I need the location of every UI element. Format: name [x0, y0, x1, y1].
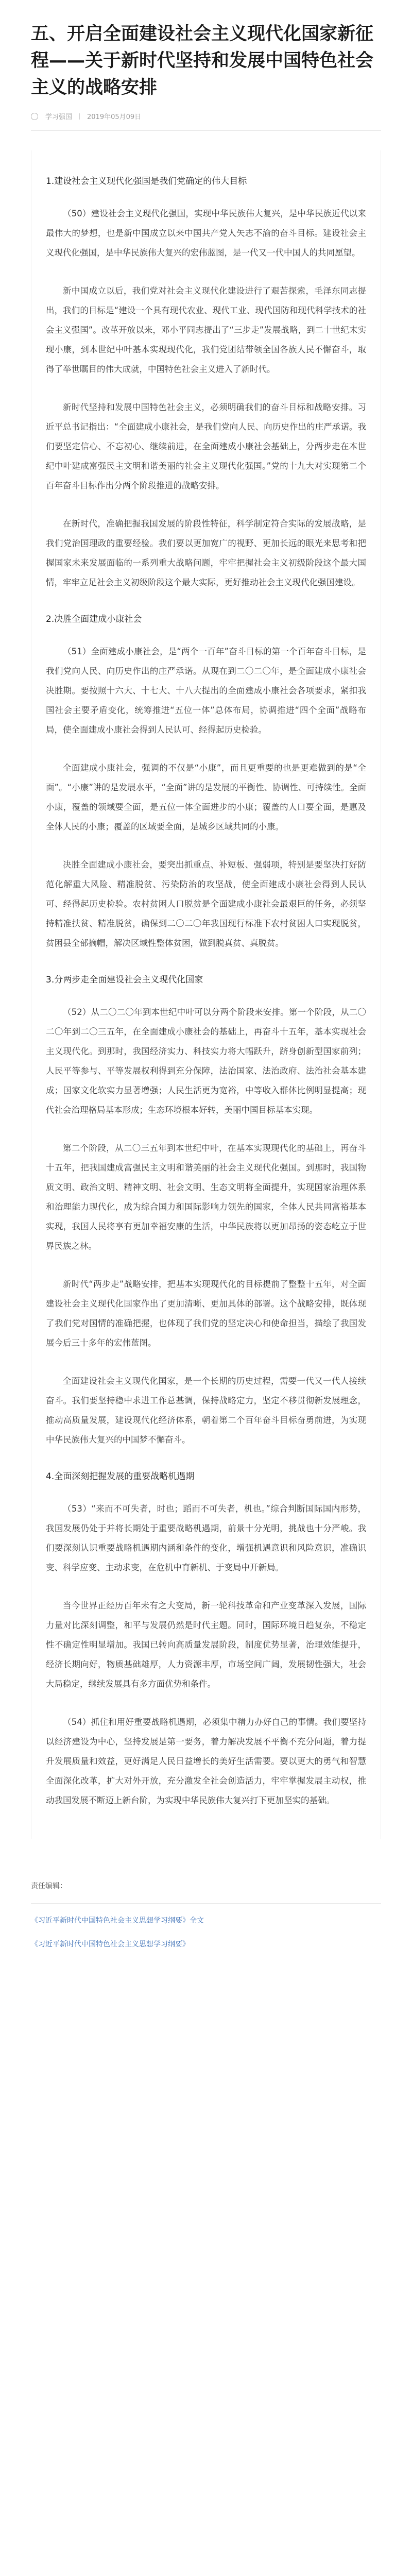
article-footer — [31, 1870, 381, 1949]
body-paragraph: （53）“来而不可失者，时也；蹈而不可失者，机也。”综合判断国际国内形势，我国发展仍处于并将长期处于重要战略机遇期，前景十分光明，挑战也十分严峻。我们要深刻认识重要战略机遇期内涵和条件的变化，增强机遇意识和风险意识，准确识变、科学应变、主动求变，在危机中育新机、于变局中开新局。 — [46, 1504, 366, 1572]
meta-divider — [79, 113, 80, 120]
body-paragraph: （50）建设社会主义现代化强国，实现中华民族伟大复兴，是中华民族近代以来最伟大的梦想，也是新中国成立以来中国共产党人矢志不渝的奋斗目标。建设社会主义现代化强国，是中华民族伟大复兴的宏伟蓝图，是一代又一代中国人的共同愿望。 — [46, 209, 366, 258]
footer-divider — [31, 1903, 381, 1904]
body-paragraph: 在新时代，准确把握我国发展的阶段性特征，科学制定符合实际的发展战略，是我们党治国理政的重要经验。我们要以更加宽广的视野、更加长远的眼光来思考和把握国家未来发展面临的一系列重大战略问题，牢牢把握社会主义初级阶段这个最大国情，牢牢立足社会主义初级阶段这个最大实际，更好推动社会主义现代化强国建设。 — [46, 519, 366, 587]
body-paragraph: 全面建设社会主义现代化国家，是一个长期的历史过程，需要一代又一代人接续奋斗。我们要坚持稳中求进工作总基调，保持战略定力，坚定不移贯彻新发展理念，推动高质量发展，建设现代化经济体系，朝着第二个百年奋斗目标奋勇前进，为实现中华民族伟大复兴的中国梦不懈奋斗。 — [46, 1376, 366, 1445]
body-paragraph: （54）抓住和用好重要战略机遇期，必须集中精力办好自己的事情。我们要坚持以经济建设为中心，坚持发展是第一要务，着力解决发展不平衡不充分问题，着力提升发展质量和效益，更好满足人民日益增长的美好生活需要。要以更大的勇气和智慧全面深化改革，扩大对外开放，充分激发全社会创造活力，牢牢掌握发展主动权，推动我国发展不断迈上新台阶，为实现中华民族伟大复兴打下更加坚实的基础。 — [46, 1717, 366, 1805]
section-heading: 2.决胜全面建成小康社会 — [46, 614, 142, 624]
related-article-link[interactable] — [31, 1939, 381, 1949]
article-meta — [31, 111, 381, 131]
editor-label: 责任编辑： — [31, 1882, 67, 1890]
body-paragraph: 新时代坚持和发展中国特色社会主义，必须明确我们的奋斗目标和战略安排。习近平总书记指出：“全面建成小康社会，是我们党向人民、向历史作出的庄严承诺。我们要坚定信心、不忘初心、继续前进，在全面建成小康社会基础上，分两步走在本世纪中叶建成富强民主文明和谐美丽的社会主义现代化强国。”党的十九大对实现第二个百年奋斗目标作出分两个阶段推进的战略安排。 — [46, 402, 366, 490]
section-heading: 4.全面深刻把握发展的重要战略机遇期 — [46, 1471, 195, 1482]
article-body — [31, 150, 381, 1839]
article-title: 五、开启全面建设社会主义现代化国家新征程——关于新时代坚持和发展中国特色社会主义的战略安排 — [31, 24, 374, 98]
source-icon — [31, 113, 38, 120]
related-links — [31, 1915, 381, 1949]
section-heading: 1.建设社会主义现代化强国是我们党确定的伟大目标 — [46, 176, 247, 187]
related-article-link[interactable] — [31, 1915, 381, 1925]
related-article-title: 《习近平新时代中国特色社会主义思想学习纲要》 — [31, 1940, 190, 1948]
editor-line — [31, 1880, 381, 1891]
body-paragraph: （52）从二〇二〇年到本世纪中叶可以分两个阶段来安排。第一个阶段，从二〇二〇年到二〇三五年，在全面建成小康社会的基础上，再奋斗十五年，基本实现社会主义现代化。到那时，我国经济实力、科技实力将大幅跃升，跻身创新型国家前列；人民平等参与、平等发展权利得到充分保障，法治国家、法治政府、法治社会基本建成；国家文化软实力显著增强；人民生活更为宽裕，中等收入群体比例明显提高；现代社会治理格局基本形成；生态环境根本好转，美丽中国目标基本实现。 — [46, 1007, 366, 1115]
body-paragraph: 第二个阶段，从二〇三五年到本世纪中叶，在基本实现现代化的基础上，再奋斗十五年，把我国建成富强民主文明和谐美丽的社会主义现代化强国。到那时，我国物质文明、政治文明、精神文明、社会文明、生态文明将全面提升，实现国家治理体系和治理能力现代化，成为综合国力和国际影响力领先的国家，全体人民共同富裕基本实现，我国人民将享有更加幸福安康的生活，中华民族将以更加昂扬的姿态屹立于世界民族之林。 — [46, 1143, 366, 1251]
article-source: 学习强国 — [45, 113, 73, 121]
related-article-title: 《习近平新时代中国特色社会主义思想学习纲要》全文 — [31, 1917, 204, 1925]
body-paragraph: 全面建成小康社会，强调的不仅是“小康”，而且更重要的也是更难做到的是“全面”。“小康”讲的是发展水平，“全面”讲的是发展的平衡性、协调性、可持续性。全面小康，覆盖的领域要全面，是五位一体全面进步的小康；覆盖的人口要全面，是惠及全体人民的小康；覆盖的区域要全面，是城乡区域共同的小康。 — [46, 763, 366, 832]
section-heading: 3.分两步走全面建设社会主义现代化国家 — [46, 975, 203, 985]
body-paragraph: （51）全面建成小康社会，是“两个一百年”奋斗目标的第一个百年奋斗目标，是我们党向人民、向历史作出的庄严承诺。从现在到二〇二〇年，是全面建成小康社会决胜期。要按照十六大、十七大、十八大提出的全面建成小康社会各项要求，紧扣我国社会主要矛盾变化，统筹推进“五位一体”总体布局，协调推进“四个全面”战略布局，使全面建成小康社会得到人民认可、经得起历史检验。 — [46, 647, 366, 735]
body-paragraph: 决胜全面建成小康社会，要突出抓重点、补短板、强弱项，特别是要坚决打好防范化解重大风险、精准脱贫、污染防治的攻坚战，使全面建成小康社会得到人民认可、经得起历史检验。农村贫困人口脱贫是全面建成小康社会最艰巨的任务，必须坚持精准扶贫、精准脱贫，确保到二〇二〇年我国现行标准下农村贫困人口实现脱贫，贫困县全部摘帽，解决区域性整体贫困，做到脱真贫、真脱贫。 — [46, 860, 366, 948]
body-paragraph: 当今世界正经历百年未有之大变局，新一轮科技革命和产业变革深入发展，国际力量对比深刻调整，和平与发展仍然是时代主题。同时，国际环境日趋复杂，不稳定性不确定性明显增加。我国已转向高质量发展阶段，制度优势显著，治理效能提升，经济长期向好，物质基础雄厚，人力资源丰厚，市场空间广阔，发展韧性强大，社会大局稳定，继续发展具有多方面优势和条件。 — [46, 1601, 366, 1689]
article-date: 2019年05月09日 — [87, 113, 142, 121]
body-paragraph: 新中国成立以后，我们党对社会主义现代化建设进行了艰苦探索，毛泽东同志提出，我们的目标是“建设一个具有现代农业、现代工业、现代国防和现代科学技术的社会主义强国”。改革开放以来，邓小平同志提出了“三步走”发展战略，到二十世纪末实现小康，到本世纪中叶基本实现现代化，我们党团结带领全国各族人民不懈奋斗，取得了举世瞩目的伟大成就，中国特色社会主义进入了新时代。 — [46, 286, 366, 374]
body-paragraph: 新时代“两步走”战略安排，把基本实现现代化的目标提前了整整十五年，对全面建设社会主义现代化国家作出了更加清晰、更加具体的部署。这个战略安排，既体现了我们党对国情的准确把握，也体现了我们党的坚定决心和使命担当，描绘了我国发展今后三十多年的宏伟蓝图。 — [46, 1279, 366, 1348]
